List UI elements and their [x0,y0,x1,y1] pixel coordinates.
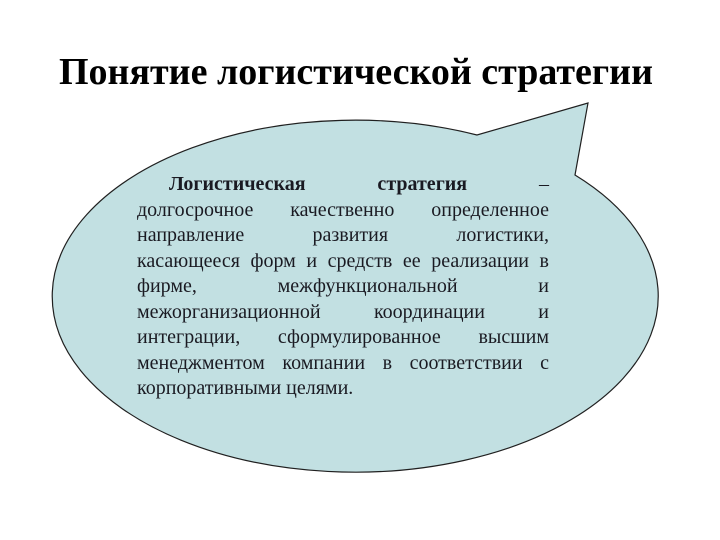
bubble-text-line: касающееся форм и средств ее реализации в [137,249,549,272]
bubble-term-bold: Логистическая стратегия [169,173,468,195]
bubble-text-line [137,172,549,198]
bubble-text-line: корпоративными целями. [137,377,354,399]
bubble-text-line: интеграции, сформулированное высшим [137,326,549,348]
bubble-text-line: направление развития логистики, [137,224,549,246]
bubble-text-line: фирме, межфункциональной и [137,275,549,297]
bubble-text-line: менеджментом компании в соответствии с [137,351,549,374]
bubble-text-line: долгосрочное качественно определенное [137,198,549,221]
bubble-dash: – [539,173,550,195]
bubble-text-line: межорганизационной координации и [137,300,549,323]
slide-title: Понятие логистической стратегии [59,51,653,94]
bubble-text [137,172,549,402]
